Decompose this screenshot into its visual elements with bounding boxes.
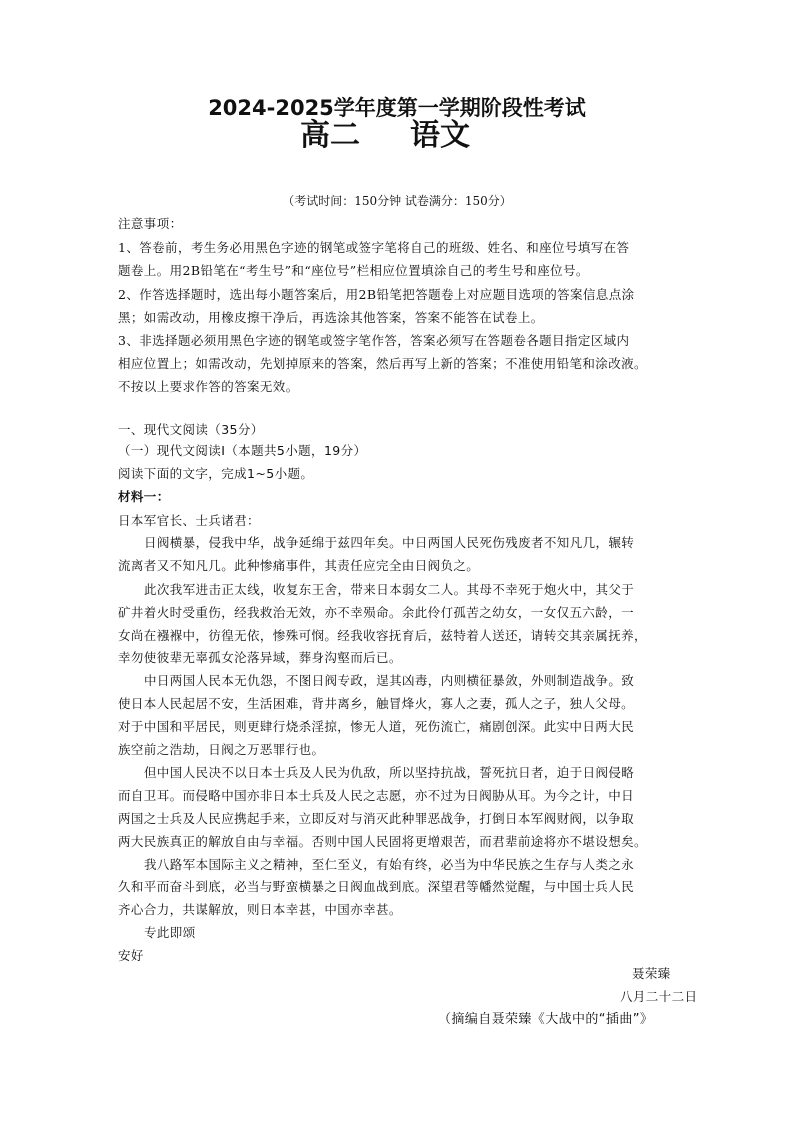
letter-line: 我八路军本国际主义之精神，至仁至义，有始有终，必当为中华民族之生存与人类之永 <box>144 857 635 872</box>
section-subheading: （一）现代文阅读Ⅰ（本题共5小题，19分） <box>118 443 367 458</box>
letter-line: 族空前之浩劫，日阀之万恶罪行也。 <box>118 742 325 757</box>
letter-line: 日阀横暴，侵我中华，战争延绵于兹四年矣。中日两国人民死伤残废者不知凡几，辗转 <box>144 535 635 550</box>
notes-line: 相应位置上；如需改动，先划掉原来的答案，然后再写上新的答案；不准使用铅笔和涂改液。 <box>118 356 647 371</box>
letter-line: 女尚在襁褓中，彷徨无依，惨殊可悯。经我收容抚育后，兹特着人送还，请转交其亲属抚养， <box>118 628 647 643</box>
exam-time-info: （考试时间：150分钟 试卷满分：150分） <box>282 194 512 208</box>
letter-line: 此次我军进击正太线，收复东王舍，带来日本弱女二人。其母不幸死于炮火中，其父于 <box>144 582 635 597</box>
letter-source: （摘编自聂荣臻《大战中的“插曲”》 <box>438 1012 654 1027</box>
notes-heading: 注意事项： <box>118 216 183 231</box>
notes-line: 黑；如需改动，用橡皮擦干净后，再选涂其他答案，答案不能答在试卷上。 <box>118 310 544 325</box>
letter-line: 而自卫耳。而侵略中国亦非日本士兵及人民之志愿，亦不过为日阀胁从耳。为今之计，中日 <box>118 788 635 803</box>
letter-line: 中日两国人民本无仇怨，不图日阀专政，逞其凶毒，内则横征暴敛，外则制造战争。致 <box>144 673 635 688</box>
grade-label: 高二 <box>300 118 360 153</box>
letter-line: 久和平而奋斗到底，必当与野蛮横暴之日阀血战到底。深望君等幡然觉醒，与中国士兵人民 <box>118 879 635 894</box>
section-instruction: 阅读下面的文字，完成1~5小题。 <box>118 466 314 481</box>
exam-subtitle <box>300 110 470 154</box>
notes-line: 2、作答选择题时，选出每小题答案后，用2B铅笔把答题卷上对应题目选项的答案信息点涂 <box>118 287 635 302</box>
exam-title: 2024-2025学年度第一学期阶段性考试 <box>208 96 586 120</box>
letter-line: 使日本人民起居不安，生活困难，背井离乡，触冒烽火，寡人之妻，孤人之子，独人父母。 <box>118 696 635 711</box>
letter-line: 流离者又不知凡几。此种惨痛事件，其责任应完全由日阀负之。 <box>118 558 480 573</box>
letter-closing-greeting: 安好 <box>118 948 144 963</box>
notes-line: 1、答卷前，考生务必用黑色字迹的钢笔或签字笔将自己的班级、姓名、和座位号填写在答 <box>118 240 630 255</box>
letter-line: 对于中国和平居民，则更肆行烧杀淫掠，惨无人道，死伤流亡，痛剧创深。此实中日两大民 <box>118 719 635 734</box>
notes-line: 题卷上。用2B铅笔在“考生号”和“座位号”栏相应位置填涂自己的考生号和座位号。 <box>118 263 589 278</box>
letter-closing: 专此即颂 <box>144 925 196 940</box>
letter-line: 幸勿使彼辈无辜孤女沦落异域，葬身沟壑而后已。 <box>118 650 402 665</box>
material-label: 材料一： <box>118 489 170 504</box>
letter-line: 齐心合力，共谋解放，则日本幸甚，中国亦幸甚。 <box>118 902 402 917</box>
letter-date: 八月二十二日 <box>620 989 698 1004</box>
subject-label: 语文 <box>410 118 470 153</box>
letter-salutation: 日本军官长、士兵诸君： <box>118 513 260 528</box>
notes-line: 不按以上要求作答的答案无效。 <box>118 379 299 394</box>
section-heading: 一、现代文阅读（35分） <box>118 422 264 437</box>
letter-line: 矿井着火时受重伤，经我救治无效，亦不幸殒命。余此伶仃孤苦之幼女，一女仅五六龄，一 <box>118 605 635 620</box>
letter-line: 两大民族真正的解放自由与幸福。否则中国人民固将更增艰苦，而君辈前途将亦不堪设想矣。 <box>118 834 647 849</box>
letter-line: 两国之士兵及人民应携起手来，立即反对与消灭此种罪恶战争，打倒日本军阀财阀，以争取 <box>118 811 635 826</box>
notes-line: 3、非选择题必须用黑色字迹的钢笔或签字笔作答，答案必须写在答题卷各题目指定区域内 <box>118 333 630 348</box>
letter-line: 但中国人民决不以日本士兵及人民为仇敌，所以坚持抗战，誓死抗日者，迫于日阀侵略 <box>144 765 635 780</box>
letter-signature: 聂荣臻 <box>632 966 671 981</box>
